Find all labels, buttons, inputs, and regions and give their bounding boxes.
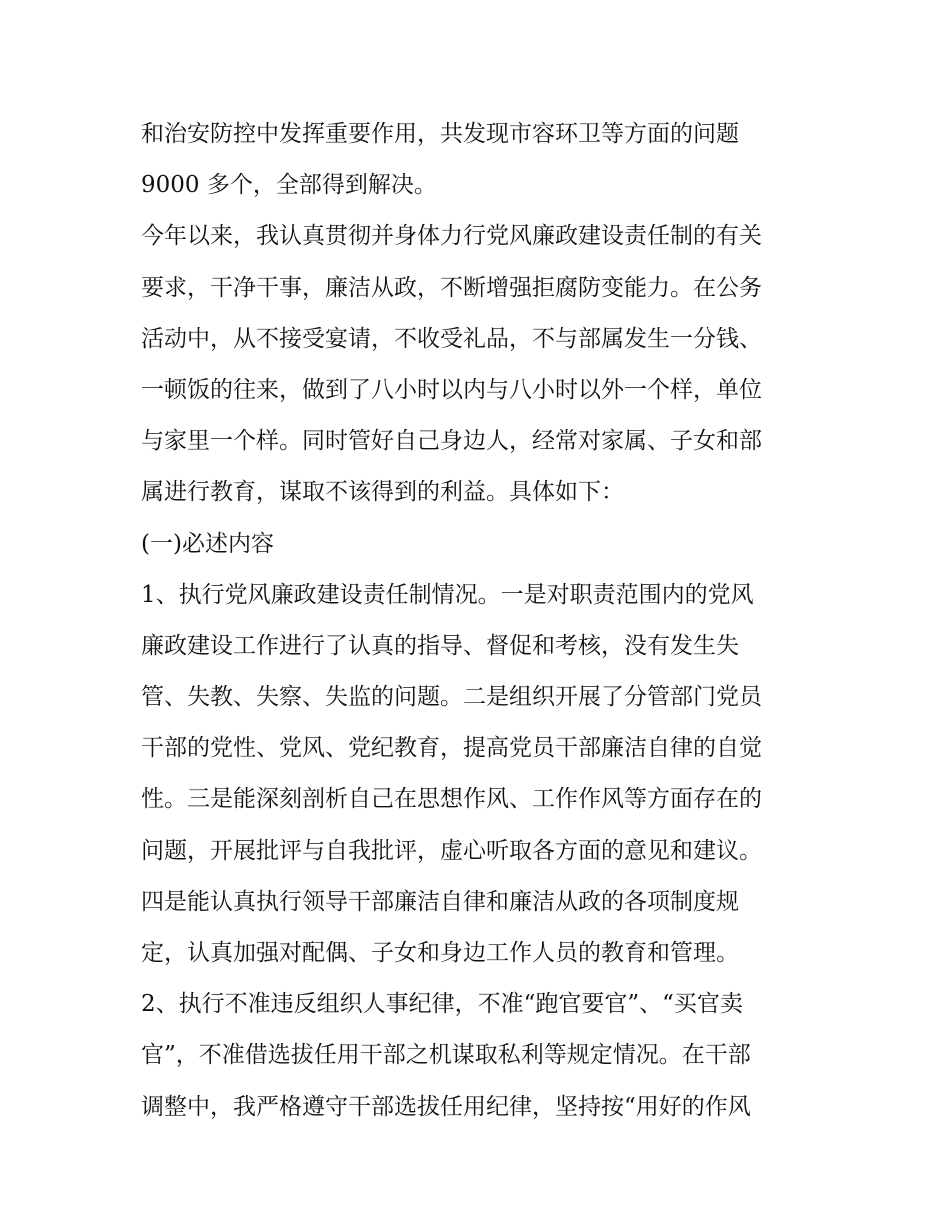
section-heading: (一)必述内容	[141, 530, 274, 557]
text-line: 性。三是能深刻剖析自己在思想作风、工作作风等方面存在的	[141, 786, 762, 813]
text-line: 要求，干净干事，廉洁从政，不断增强拒腐防变能力。在公务	[141, 274, 762, 301]
text-line: 管、失教、失察、失监的问题。二是组织开展了分管部门党员	[141, 684, 762, 711]
text-line: 干部的党性、党风、党纪教育，提高党员干部廉洁自律的自觉	[141, 735, 762, 762]
text-line: 9000 多个，全部得到解决。	[141, 172, 437, 199]
text-line: 2、执行不准违反组织人事纪律，不准“跑官要官”、“买官卖	[141, 991, 743, 1018]
text-line: 四是能认真执行领导干部廉洁自律和廉洁从政的各项制度规	[141, 888, 739, 915]
text-line: 官”，不准借选拔任用干部之机谋取私利等规定情况。在干部	[141, 1042, 751, 1069]
text-line: 属进行教育，谋取不该得到的利益。具体如下：	[141, 479, 624, 506]
text-line: 活动中，从不接受宴请，不收受礼品，不与部属发生一分钱、	[141, 325, 762, 352]
text-line: 1、执行党风廉政建设责任制情况。一是对职责范围内的党风	[141, 581, 754, 608]
text-line: 与家里一个样。同时管好自己身边人，经常对家属、子女和部	[141, 428, 762, 455]
text-line: 廉政建设工作进行了认真的指导、督促和考核，没有发生失	[141, 632, 739, 659]
text-line: 定，认真加强对配偶、子女和身边工作人员的教育和管理。	[141, 940, 739, 966]
text-line: 调整中，我严格遵守干部选拔任用纪律，坚持按“用好的作风	[141, 1093, 751, 1120]
text-line: 和治安防控中发挥重要作用，共发现市容环卫等方面的问题	[141, 121, 739, 147]
text-line: 一顿饭的往来，做到了八小时以内与八小时以外一个样，单位	[141, 376, 762, 403]
text-line: 问题，开展批评与自我批评，虚心听取各方面的意见和建议。	[141, 837, 762, 864]
text-line: 今年以来，我认真贯彻并身体力行党风廉政建设责任制的有关	[141, 223, 762, 250]
document-body	[141, 109, 821, 1133]
